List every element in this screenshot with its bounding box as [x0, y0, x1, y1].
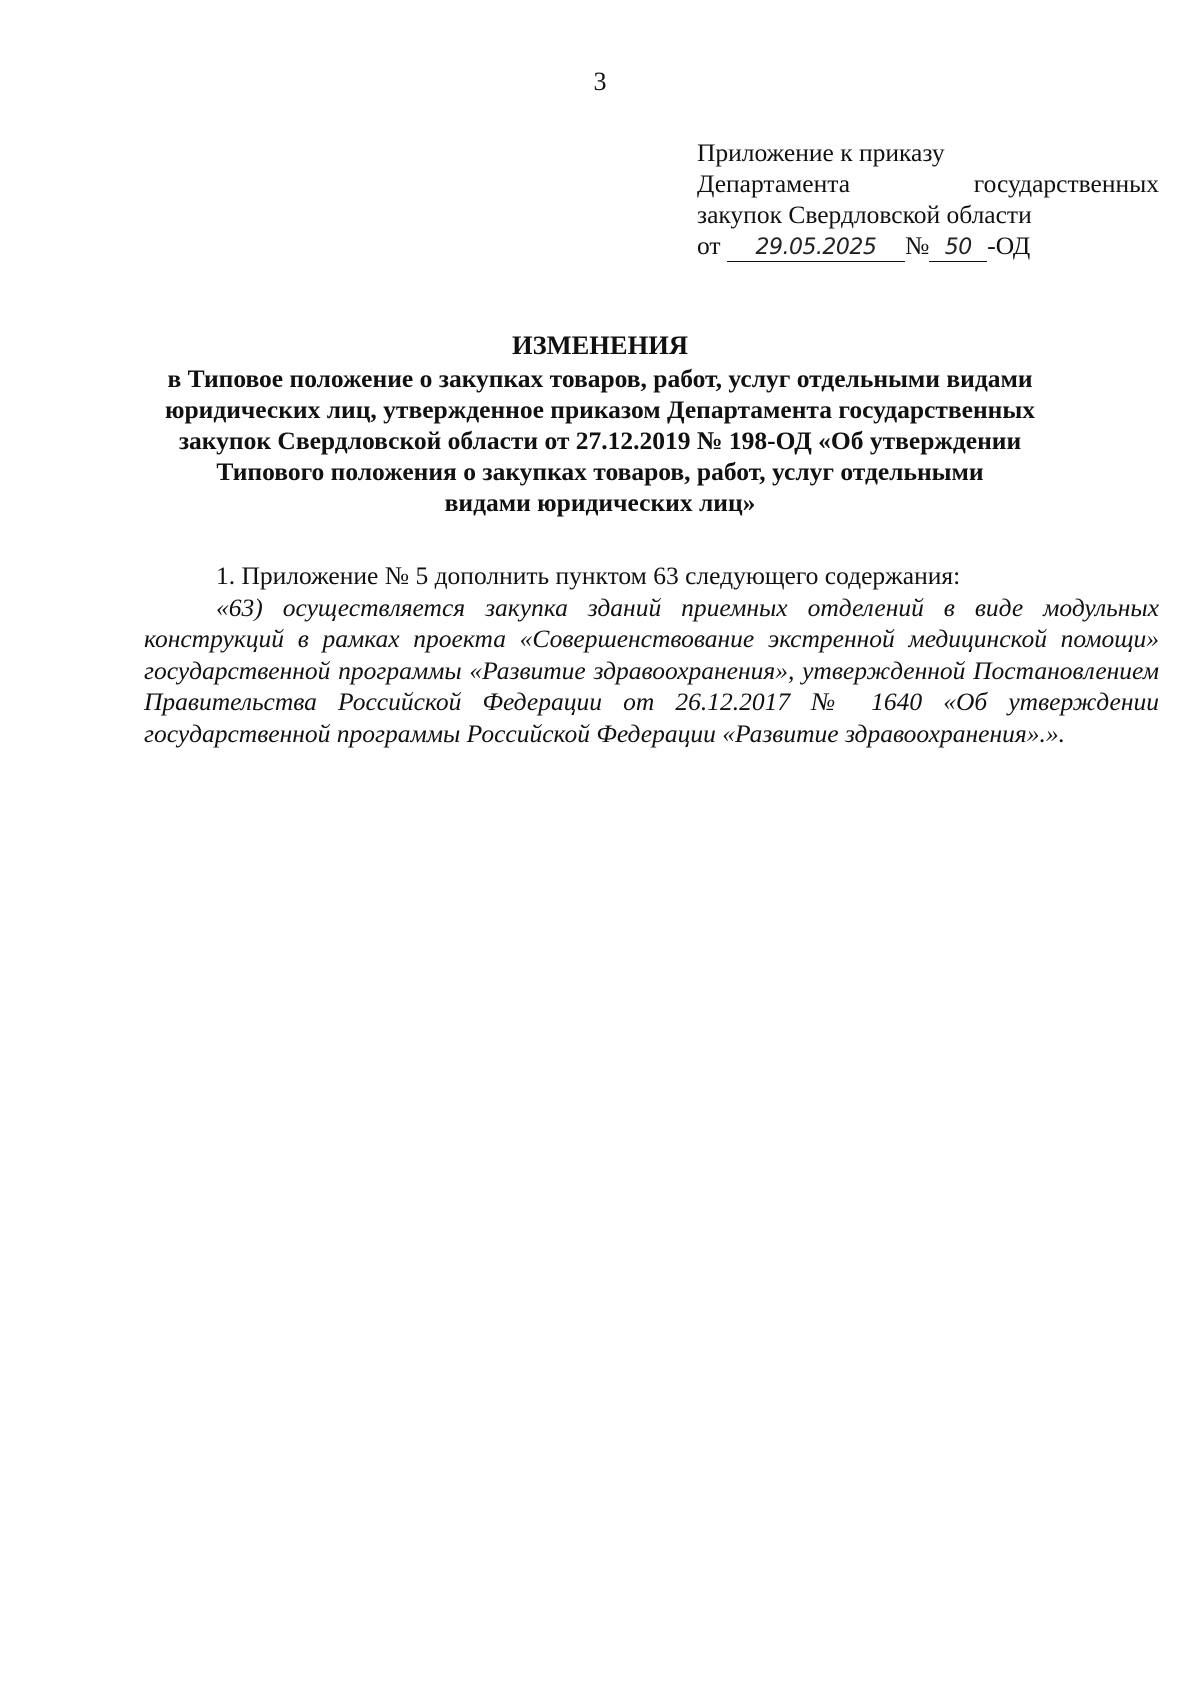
from-label: от [697, 231, 721, 260]
appendix-line-2 [697, 168, 1159, 199]
appendix-line-1: Приложение к приказу [697, 138, 945, 167]
handwritten-date: 29.05.2025 [755, 235, 877, 260]
heading-line: в Типовое положение о закупках товаров, работ, услуг отдельными видами [167, 364, 1033, 393]
order-suffix: -ОД [987, 231, 1031, 260]
number-sign: № [904, 231, 930, 260]
document-title: ИЗМЕНЕНИЯ [512, 330, 688, 360]
body-paragraph-2: «63) осуществляется закупка зданий приемных отделений в виде модульных конструкций в рамках проекта «Совершенствование экстренной медицинской помощи» государственной программы «Развитие здравоохранения», утвержденной Постановлением Правительства Российской Федерации от 26.12.2017 № 1640 «Об утверждении государственной программы Российской Федерации «Развитие здравоохранения».». [144, 592, 1159, 748]
heading-line: закупок Свердловской области от 27.12.2019 № 198-ОД «Об утверждении [178, 426, 1022, 455]
document-heading [150, 330, 1050, 518]
number-field [929, 233, 987, 262]
appendix-line-2-right: государственных [973, 169, 1159, 198]
page-number: 3 [593, 67, 607, 96]
body-paragraph-1: 1. Приложение № 5 дополнить пунктом 63 следующего содержания: [216, 561, 961, 590]
appendix-date-number-line [697, 230, 1159, 262]
appendix-line-3: закупок Свердловской области [697, 200, 1032, 229]
appendix-header [697, 137, 1159, 262]
date-field [727, 233, 905, 262]
heading-line: видами юридических лиц» [444, 488, 756, 517]
document-body [144, 560, 1159, 749]
handwritten-number: 50 [944, 235, 972, 260]
appendix-line-2-left: Департамента [697, 169, 851, 198]
heading-line: Типового положения о закупках товаров, работ, услуг отдельными [216, 457, 984, 486]
heading-line: юридических лиц, утвержденное приказом Департамента государственных [164, 395, 1036, 424]
